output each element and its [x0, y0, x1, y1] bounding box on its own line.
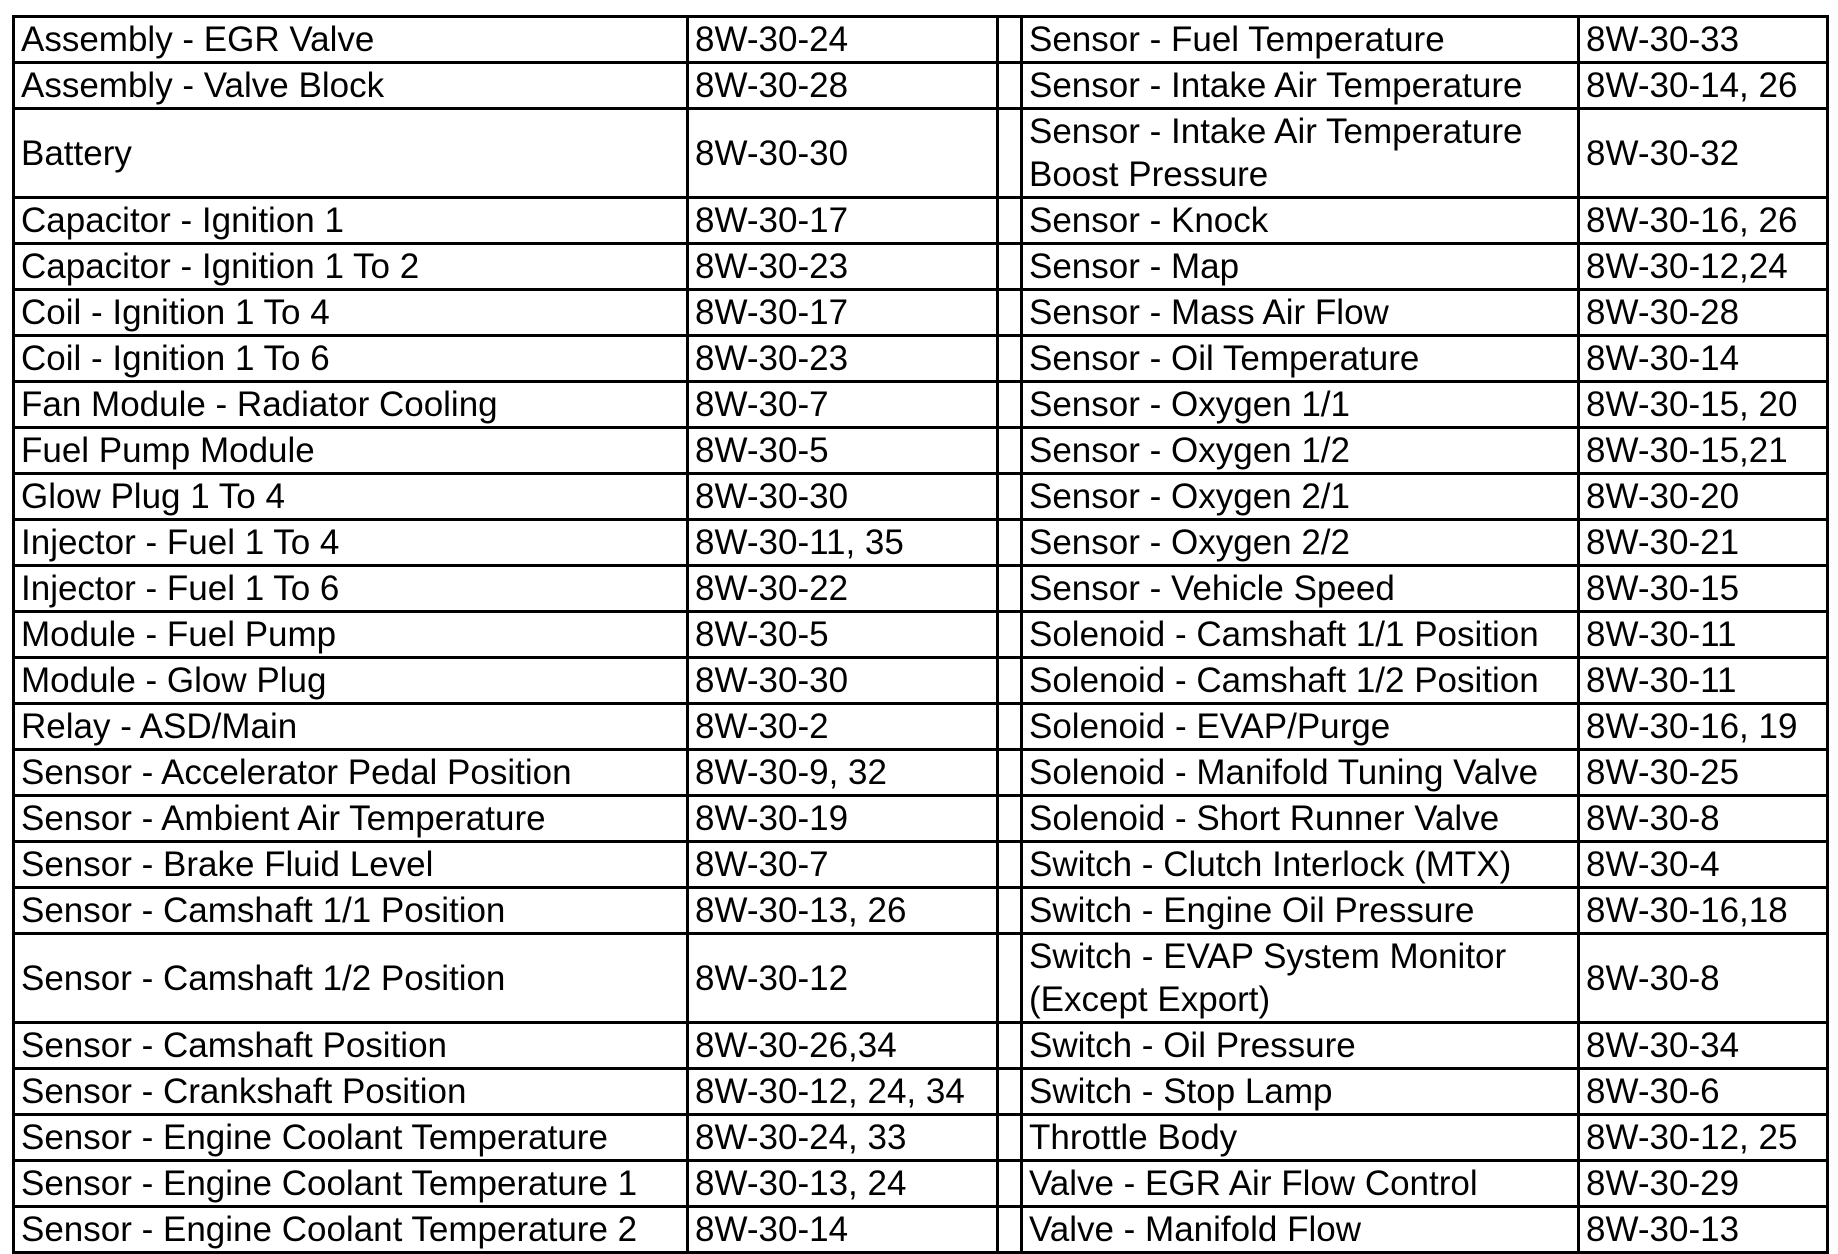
table-row — [14, 1207, 1828, 1253]
column-divider — [998, 63, 1022, 109]
right-page-ref: 8W-30-11 — [1579, 612, 1828, 658]
right-page-ref: 8W-30-20 — [1579, 474, 1828, 520]
left-component-name: Fan Module - Radiator Cooling — [14, 382, 688, 428]
right-page-ref: 8W-30-16,18 — [1579, 888, 1828, 934]
right-component-name: Throttle Body — [1022, 1115, 1579, 1161]
left-component-name: Injector - Fuel 1 To 6 — [14, 566, 688, 612]
left-component-name: Coil - Ignition 1 To 4 — [14, 290, 688, 336]
left-page-ref: 8W-30-12, 24, 34 — [688, 1069, 998, 1115]
right-page-ref: 8W-30-12,24 — [1579, 244, 1828, 290]
right-component-name: Valve - EGR Air Flow Control — [1022, 1161, 1579, 1207]
right-component-name: Solenoid - EVAP/Purge — [1022, 704, 1579, 750]
right-page-ref: 8W-30-28 — [1579, 290, 1828, 336]
left-component-name: Relay - ASD/Main — [14, 704, 688, 750]
table-row — [14, 566, 1828, 612]
left-page-ref: 8W-30-12 — [688, 934, 998, 1023]
left-component-name: Assembly - Valve Block — [14, 63, 688, 109]
left-page-ref: 8W-30-2 — [688, 704, 998, 750]
left-component-name: Sensor - Camshaft 1/1 Position — [14, 888, 688, 934]
column-divider — [998, 704, 1022, 750]
column-divider — [998, 1161, 1022, 1207]
right-component-name: Sensor - Map — [1022, 244, 1579, 290]
column-divider — [998, 612, 1022, 658]
left-page-ref: 8W-30-17 — [688, 198, 998, 244]
column-divider — [998, 17, 1022, 63]
right-page-ref: 8W-30-16, 26 — [1579, 198, 1828, 244]
left-component-name: Injector - Fuel 1 To 4 — [14, 520, 688, 566]
right-component-name: Sensor - Intake Air Temperature — [1022, 63, 1579, 109]
left-component-name: Coil - Ignition 1 To 6 — [14, 336, 688, 382]
right-component-name: Sensor - Oxygen 2/1 — [1022, 474, 1579, 520]
table-row — [14, 17, 1828, 63]
left-page-ref: 8W-30-24 — [688, 17, 998, 63]
left-page-ref: 8W-30-23 — [688, 244, 998, 290]
column-divider — [998, 1023, 1022, 1069]
right-component-name: Sensor - Oil Temperature — [1022, 336, 1579, 382]
right-component-name: Sensor - Mass Air Flow — [1022, 290, 1579, 336]
left-component-name: Sensor - Ambient Air Temperature — [14, 796, 688, 842]
left-page-ref: 8W-30-30 — [688, 109, 998, 198]
column-divider — [998, 520, 1022, 566]
right-page-ref: 8W-30-34 — [1579, 1023, 1828, 1069]
column-divider — [998, 198, 1022, 244]
right-page-ref: 8W-30-15,21 — [1579, 428, 1828, 474]
right-component-name: Sensor - Knock — [1022, 198, 1579, 244]
column-divider — [998, 428, 1022, 474]
table-row — [14, 842, 1828, 888]
component-index-body — [14, 17, 1828, 1253]
column-divider — [998, 1069, 1022, 1115]
table-row — [14, 244, 1828, 290]
table-row — [14, 888, 1828, 934]
left-component-name: Module - Glow Plug — [14, 658, 688, 704]
left-component-name: Sensor - Accelerator Pedal Position — [14, 750, 688, 796]
right-component-name: Sensor - Vehicle Speed — [1022, 566, 1579, 612]
right-page-ref: 8W-30-8 — [1579, 796, 1828, 842]
left-page-ref: 8W-30-30 — [688, 474, 998, 520]
left-page-ref: 8W-30-17 — [688, 290, 998, 336]
left-component-name: Fuel Pump Module — [14, 428, 688, 474]
left-page-ref: 8W-30-9, 32 — [688, 750, 998, 796]
table-row — [14, 612, 1828, 658]
column-divider — [998, 1207, 1022, 1253]
right-component-name: Sensor - Oxygen 1/1 — [1022, 382, 1579, 428]
right-page-ref: 8W-30-29 — [1579, 1161, 1828, 1207]
left-page-ref: 8W-30-19 — [688, 796, 998, 842]
column-divider — [998, 336, 1022, 382]
column-divider — [998, 888, 1022, 934]
left-component-name: Sensor - Brake Fluid Level — [14, 842, 688, 888]
right-page-ref: 8W-30-32 — [1579, 109, 1828, 198]
left-page-ref: 8W-30-11, 35 — [688, 520, 998, 566]
table-row — [14, 796, 1828, 842]
left-page-ref: 8W-30-14 — [688, 1207, 998, 1253]
left-component-name: Sensor - Engine Coolant Temperature 1 — [14, 1161, 688, 1207]
right-page-ref: 8W-30-11 — [1579, 658, 1828, 704]
left-component-name: Sensor - Camshaft 1/2 Position — [14, 934, 688, 1023]
column-divider — [998, 382, 1022, 428]
table-row — [14, 290, 1828, 336]
table-row — [14, 1161, 1828, 1207]
left-component-name: Sensor - Engine Coolant Temperature — [14, 1115, 688, 1161]
column-divider — [998, 109, 1022, 198]
left-component-name: Capacitor - Ignition 1 To 2 — [14, 244, 688, 290]
right-page-ref: 8W-30-6 — [1579, 1069, 1828, 1115]
column-divider — [998, 842, 1022, 888]
right-page-ref: 8W-30-21 — [1579, 520, 1828, 566]
right-component-name: Switch - Oil Pressure — [1022, 1023, 1579, 1069]
left-component-name: Battery — [14, 109, 688, 198]
right-page-ref: 8W-30-13 — [1579, 1207, 1828, 1253]
left-component-name: Module - Fuel Pump — [14, 612, 688, 658]
right-component-name: Sensor - Oxygen 1/2 — [1022, 428, 1579, 474]
column-divider — [998, 244, 1022, 290]
right-page-ref: 8W-30-14 — [1579, 336, 1828, 382]
right-component-name: Switch - Engine Oil Pressure — [1022, 888, 1579, 934]
right-component-name: Sensor - Intake Air Temperature Boost Pressure — [1022, 109, 1579, 198]
column-divider — [998, 658, 1022, 704]
table-row — [14, 658, 1828, 704]
right-page-ref: 8W-30-8 — [1579, 934, 1828, 1023]
right-component-name: Switch - Stop Lamp — [1022, 1069, 1579, 1115]
left-page-ref: 8W-30-7 — [688, 842, 998, 888]
left-page-ref: 8W-30-26,34 — [688, 1023, 998, 1069]
table-row — [14, 704, 1828, 750]
left-page-ref: 8W-30-5 — [688, 428, 998, 474]
right-component-name: Switch - EVAP System Monitor (Except Export) — [1022, 934, 1579, 1023]
column-divider — [998, 474, 1022, 520]
right-page-ref: 8W-30-15, 20 — [1579, 382, 1828, 428]
left-page-ref: 8W-30-30 — [688, 658, 998, 704]
left-component-name: Glow Plug 1 To 4 — [14, 474, 688, 520]
table-row — [14, 63, 1828, 109]
left-page-ref: 8W-30-24, 33 — [688, 1115, 998, 1161]
table-row — [14, 109, 1828, 198]
right-component-name: Sensor - Fuel Temperature — [1022, 17, 1579, 63]
left-component-name: Sensor - Engine Coolant Temperature 2 — [14, 1207, 688, 1253]
left-component-name: Sensor - Camshaft Position — [14, 1023, 688, 1069]
right-component-name: Solenoid - Camshaft 1/1 Position — [1022, 612, 1579, 658]
table-row — [14, 336, 1828, 382]
right-page-ref: 8W-30-33 — [1579, 17, 1828, 63]
left-component-name: Sensor - Crankshaft Position — [14, 1069, 688, 1115]
table-row — [14, 1115, 1828, 1161]
left-page-ref: 8W-30-7 — [688, 382, 998, 428]
column-divider — [998, 290, 1022, 336]
table-row — [14, 428, 1828, 474]
right-component-name: Solenoid - Manifold Tuning Valve — [1022, 750, 1579, 796]
column-divider — [998, 566, 1022, 612]
left-page-ref: 8W-30-23 — [688, 336, 998, 382]
table-row — [14, 934, 1828, 1023]
column-divider — [998, 934, 1022, 1023]
right-page-ref: 8W-30-14, 26 — [1579, 63, 1828, 109]
right-page-ref: 8W-30-4 — [1579, 842, 1828, 888]
left-component-name: Capacitor - Ignition 1 — [14, 198, 688, 244]
component-index-table — [12, 15, 1829, 1254]
table-row — [14, 1069, 1828, 1115]
left-page-ref: 8W-30-22 — [688, 566, 998, 612]
column-divider — [998, 796, 1022, 842]
table-row — [14, 198, 1828, 244]
right-component-name: Solenoid - Camshaft 1/2 Position — [1022, 658, 1579, 704]
column-divider — [998, 1115, 1022, 1161]
left-page-ref: 8W-30-13, 26 — [688, 888, 998, 934]
table-row — [14, 474, 1828, 520]
left-page-ref: 8W-30-28 — [688, 63, 998, 109]
left-page-ref: 8W-30-5 — [688, 612, 998, 658]
right-component-name: Solenoid - Short Runner Valve — [1022, 796, 1579, 842]
table-row — [14, 1023, 1828, 1069]
table-row — [14, 520, 1828, 566]
left-page-ref: 8W-30-13, 24 — [688, 1161, 998, 1207]
table-row — [14, 750, 1828, 796]
right-page-ref: 8W-30-25 — [1579, 750, 1828, 796]
right-page-ref: 8W-30-15 — [1579, 566, 1828, 612]
right-page-ref: 8W-30-12, 25 — [1579, 1115, 1828, 1161]
column-divider — [998, 750, 1022, 796]
left-component-name: Assembly - EGR Valve — [14, 17, 688, 63]
right-component-name: Valve - Manifold Flow — [1022, 1207, 1579, 1253]
right-page-ref: 8W-30-16, 19 — [1579, 704, 1828, 750]
right-component-name: Switch - Clutch Interlock (MTX) — [1022, 842, 1579, 888]
right-component-name: Sensor - Oxygen 2/2 — [1022, 520, 1579, 566]
table-row — [14, 382, 1828, 428]
